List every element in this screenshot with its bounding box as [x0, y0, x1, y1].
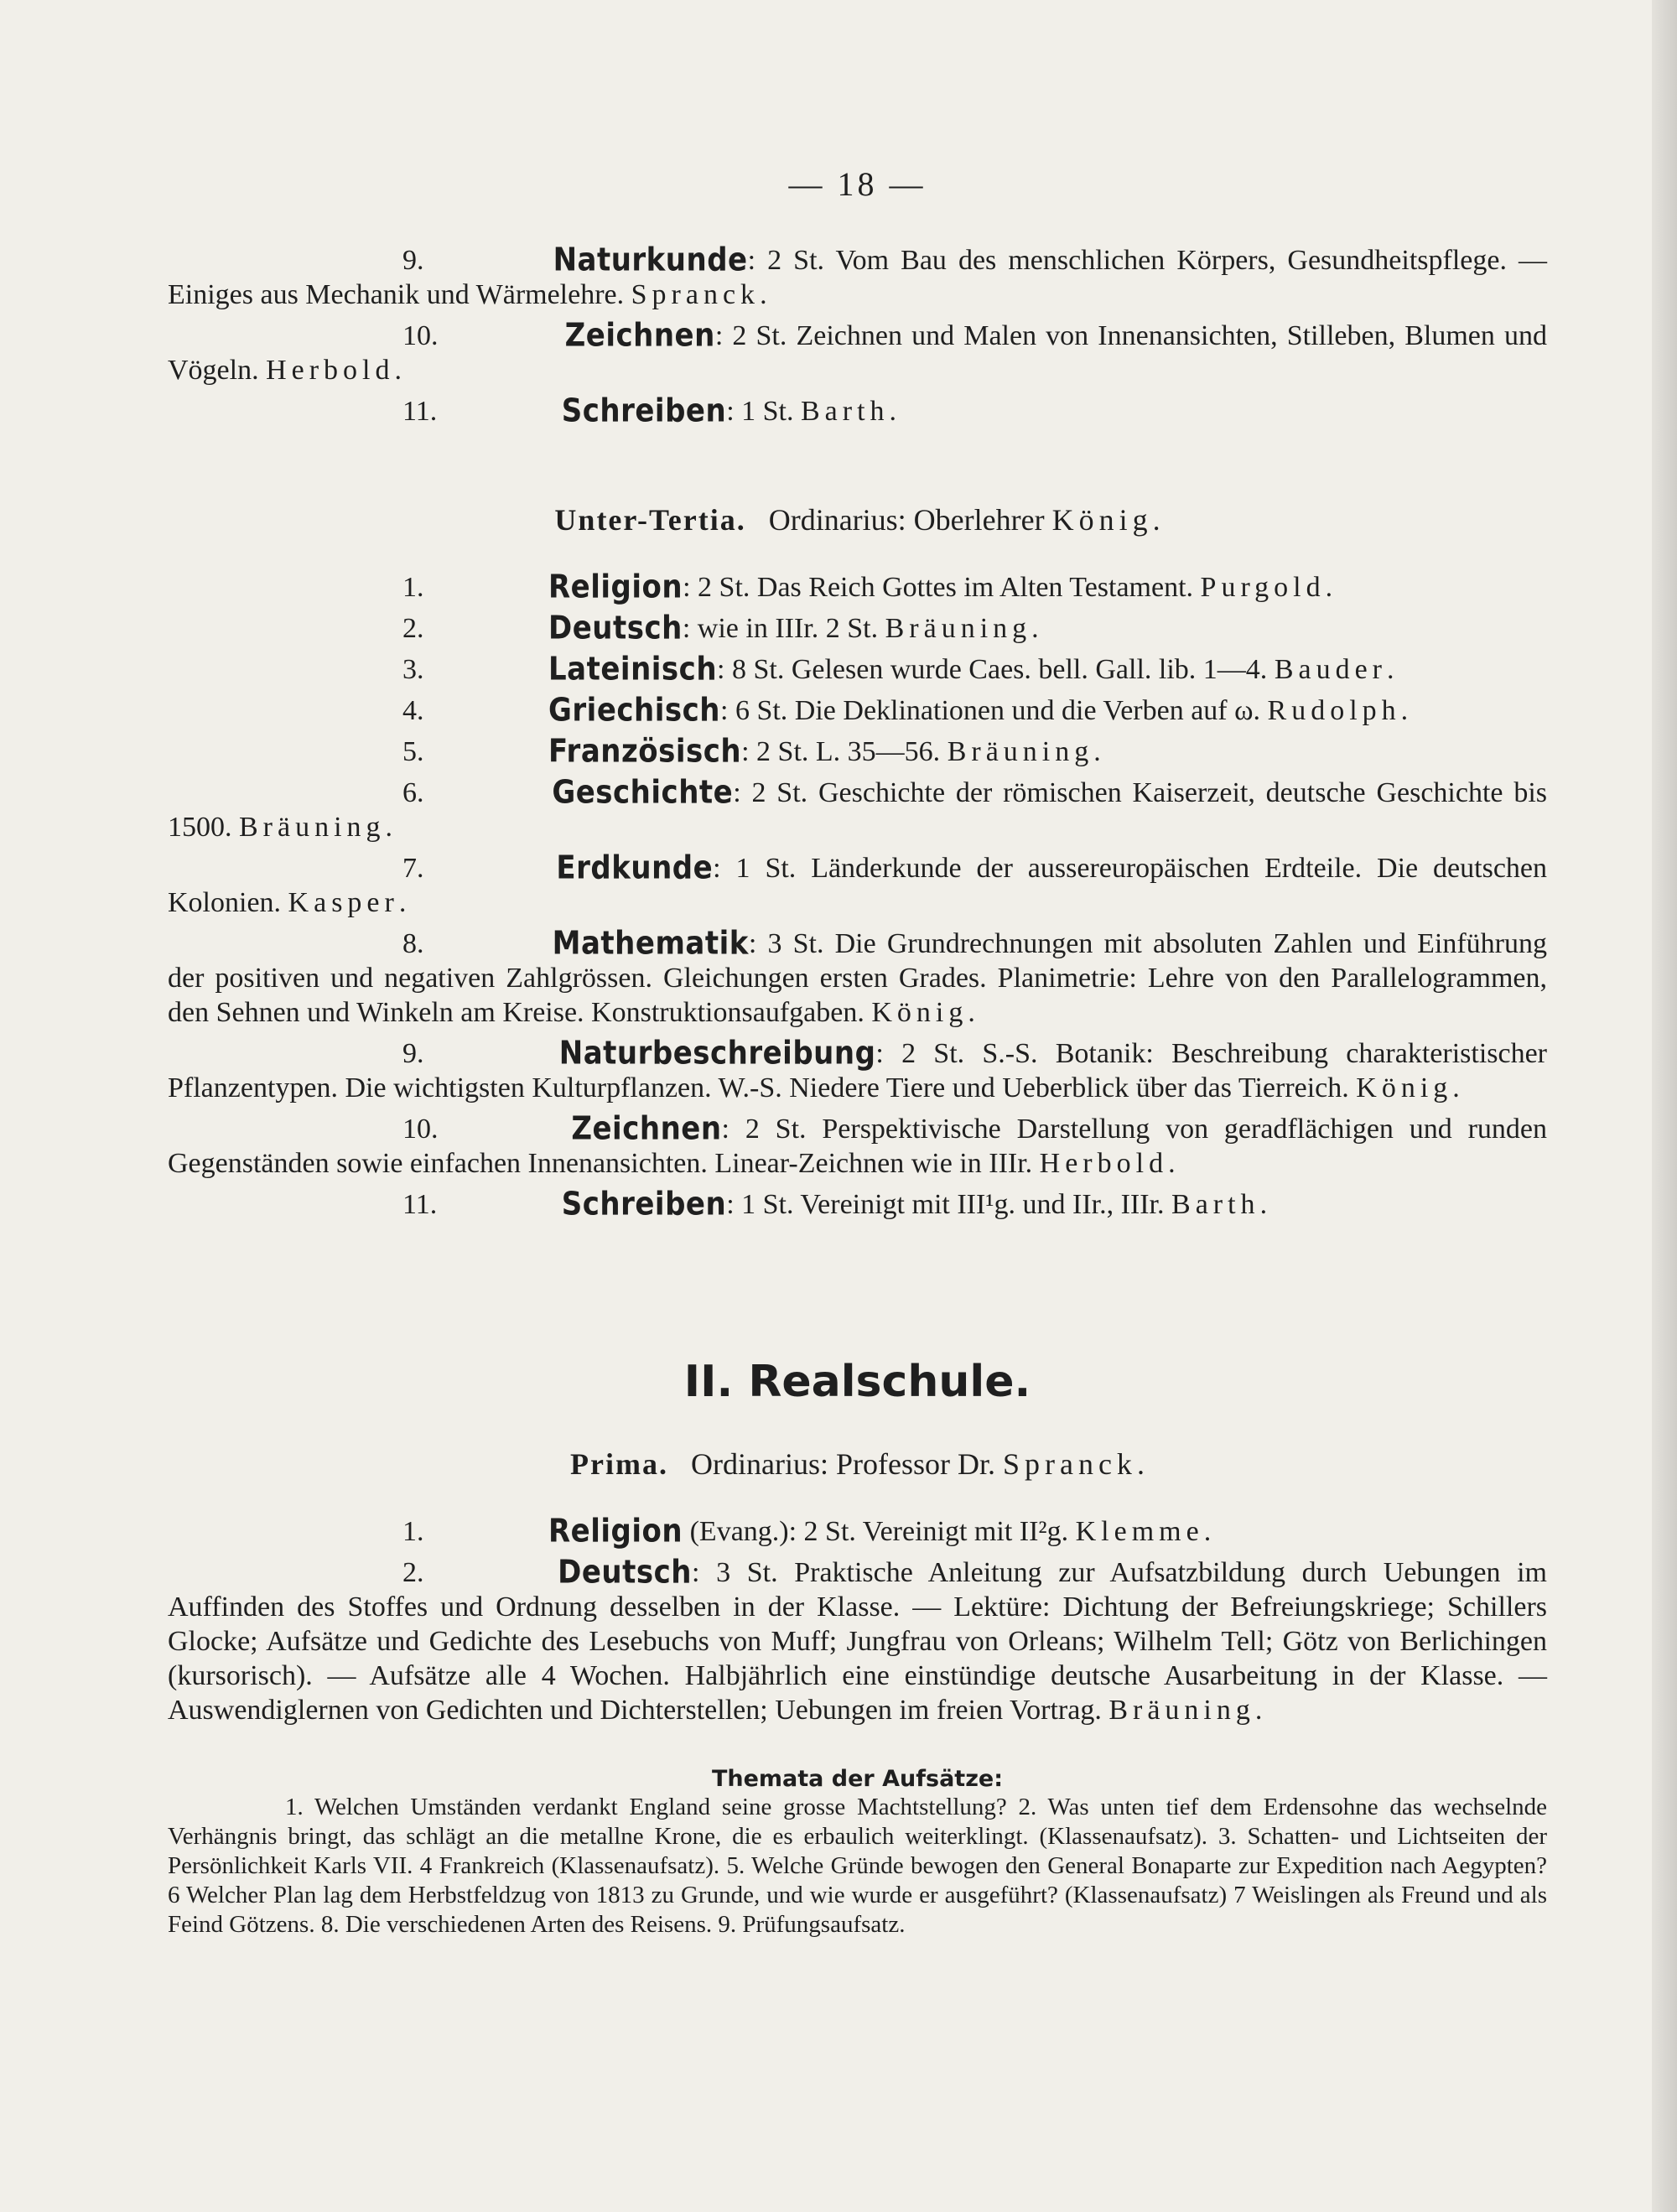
subject-name: Geschichte — [552, 773, 734, 812]
entry-number: 10. — [402, 320, 439, 351]
entry-b-0 — [168, 570, 1547, 605]
entry-b-5 — [168, 773, 1547, 844]
entry-number: 9. — [402, 245, 424, 276]
entry-number: 1. — [402, 572, 424, 603]
ordinarius-text: Ordinarius: Professor Dr. — [691, 1447, 1003, 1481]
teacher-name: Barth — [1171, 1189, 1260, 1220]
entry-c-0 — [168, 1514, 1547, 1549]
block-b — [168, 570, 1547, 1228]
entry-number: 7. — [402, 853, 424, 884]
subject-name: Religion — [548, 1512, 683, 1550]
entry-text: : wie in IIIr. 2 St. — [682, 613, 885, 644]
entry-tail: . — [1203, 1516, 1212, 1547]
teacher-name: Bräuning — [239, 812, 386, 843]
entry-number: 10. — [402, 1114, 439, 1145]
class-name: Prima. — [570, 1447, 669, 1481]
entry-b-9 — [168, 1109, 1547, 1181]
subject-name: Lateinisch — [548, 650, 718, 688]
subject-name: Schreiben — [561, 392, 727, 430]
entry-number: 9. — [402, 1038, 424, 1069]
entry-text: : 2 St. Zeichnen und Malen von Innenansichten, Stilleben, Blumen und Vögeln. — [168, 320, 1548, 386]
entry-text: : 2 St. Geschichte der römischen Kaiserzeit, deutsche Geschichte bis 1500. — [168, 777, 1547, 843]
themata-text: 1. Welchen Umständen verdankt England seine grosse Machtstellung? 2. Was unten tief dem Erdensohne das wechselnde Verhängnis bringt, das schlägt an die metallne Krone, die es erbaulich weiterklingt. (Klassenaufsatz). 3. Schatten- und Lichtseiten der Persönlichkeit Karls VII. 4 Frankreich (Klassenaufsatz). 5. Welche Gründe bewogen den General Bonaparte zur Expedition nach Aegypten? 6 Welcher Plan lag dem Herbstfeldzug von 1813 zu Grunde, und wie wurde er ausgeführt? (Klassenaufsatz) 7 Weislingen als Freund und als Feind Götzens. 8. Die verschiedenen Arten des Reisens. 9. Prüfungsaufsatz. — [168, 1794, 1547, 1938]
document-page — [168, 0, 1547, 2212]
entry-text: : 2 St. L. 35—56. — [741, 736, 948, 767]
entry-b-3 — [168, 693, 1547, 728]
entry-number: 2. — [402, 1557, 424, 1588]
entry-tail: . — [1259, 1189, 1268, 1220]
entry-b-10 — [168, 1187, 1547, 1222]
entry-number: 5. — [402, 736, 424, 767]
entry-tail: . — [1325, 572, 1333, 603]
entry-number: 1. — [402, 1516, 424, 1547]
entry-tail: . — [1452, 1072, 1460, 1103]
entry-text: : 3 St. Die Grundrechnungen mit absoluten Zahlen und Einführung der positiven und negativen Zahlgrössen. Gleichungen ersten Grades. Planimetrie: Lehre von den Parallelogrammen, den Sehnen und Winkeln am Kreise. Konstruktionsaufgaben. — [168, 928, 1547, 1028]
class-name: Unter-Tertia. — [554, 503, 746, 537]
subject-name: Deutsch — [548, 609, 683, 647]
unter-tertia-heading — [168, 501, 1547, 538]
subject-name: Griechisch — [548, 691, 720, 730]
entry-c-1 — [168, 1555, 1547, 1727]
ordinarius-tail: . — [1136, 1447, 1145, 1481]
block-a — [168, 243, 1547, 435]
teacher-name: Bräuning — [885, 613, 1032, 644]
subject-name: Naturkunde — [553, 241, 748, 279]
entry-number: 2. — [402, 613, 424, 644]
page-number: — 18 — — [788, 165, 927, 203]
entry-tail: . — [760, 279, 767, 310]
teacher-name: König — [1356, 1072, 1453, 1103]
entry-text: : 6 St. Die Deklinationen und die Verben auf ω. — [720, 695, 1268, 726]
entry-tail: . — [1387, 654, 1394, 685]
entry-text: : 2 St. Das Reich Gottes im Alten Testament. — [683, 572, 1201, 603]
entry-text: : 2 St. Vom Bau des menschlichen Körpers, Gesundheitspflege. — Einiges aus Mechanik und Wärmelehre. — [168, 245, 1548, 310]
entry-a-2 — [168, 394, 1547, 428]
entry-text: : 2 St. Perspektivische Darstellung von geradflächigen und runden Gegenständen sowie einfachen Innenansichten. Linear-Zeichnen wie in IIIr. — [168, 1114, 1547, 1179]
ordinarius-name: Spranck — [1002, 1447, 1137, 1481]
teacher-name: Herbold — [1039, 1148, 1169, 1179]
ordinarius-text: Ordinarius: Oberlehrer — [768, 503, 1052, 537]
teacher-name: Klemme — [1075, 1516, 1204, 1547]
entry-b-4 — [168, 732, 1547, 771]
entry-b-1 — [168, 611, 1547, 646]
entry-tail: . — [394, 355, 402, 386]
entry-number: 4. — [402, 695, 424, 726]
subject-name: Französisch — [548, 732, 742, 771]
entry-tail: . — [385, 812, 393, 843]
entry-tail: . — [1168, 1148, 1176, 1179]
entry-b-2 — [168, 652, 1547, 687]
entry-text: (Evang.): 2 St. Vereinigt mit II²g. — [683, 1516, 1076, 1547]
page-edge-shadow — [1652, 0, 1677, 2212]
entry-number: 11. — [402, 1189, 438, 1220]
teacher-name: Bräuning — [947, 736, 1094, 767]
entry-tail: . — [968, 997, 975, 1028]
subject-name: Deutsch — [558, 1553, 692, 1591]
prima-heading — [168, 1446, 1547, 1482]
ordinarius-tail: . — [1152, 503, 1160, 537]
entry-text: : 1 St. Länderkunde der aussereuropäischen Erdteile. Die deutschen Kolonien. — [168, 853, 1548, 918]
themata-heading: Themata der Aufsätze: — [711, 1766, 1004, 1792]
teacher-name: Herbold — [266, 355, 395, 386]
entry-tail: . — [1254, 1695, 1263, 1726]
entry-text: : 3 St. Praktische Anleitung zur Aufsatzbildung durch Uebungen im Auffinden des Stoffes und Ordnung desselben in der Klasse. — Lektüre: Dichtung der Befreiungskriege; Schillers Glocke; Aufsätze und Gedichte des Lesebuchs von Muff; Jungfrau von Orleans; Wilhelm Tell; Götz von Berlichingen (kursorisch). — Aufsätze alle 4 Wochen. Halbjährlich eine einstündige deutsche Ausarbeitung in der Klasse. — Auswendiglernen von Gedichten und Dichterstellen; Uebungen im freien Vortrag. — [168, 1557, 1547, 1726]
teacher-name: Spranck — [631, 279, 761, 310]
entry-b-6 — [168, 851, 1547, 920]
subject-name: Erdkunde — [556, 849, 714, 887]
subject-name: Religion — [548, 568, 683, 606]
entry-tail: . — [1031, 613, 1039, 644]
ordinarius-name: König — [1051, 503, 1153, 537]
subject-name: Mathematik — [552, 924, 749, 963]
subject-name: Schreiben — [561, 1185, 727, 1223]
subject-name: Zeichnen — [571, 1109, 722, 1148]
teacher-name: Purgold — [1200, 572, 1326, 603]
teacher-name: Bräuning — [1108, 1695, 1255, 1726]
entry-tail: . — [398, 887, 407, 918]
realschule-title — [168, 1357, 1547, 1407]
entry-number: 11. — [402, 396, 438, 427]
teacher-name: Rudolph — [1267, 695, 1401, 726]
entry-text: : 1 St. — [726, 396, 801, 427]
entry-text: : 1 St. Vereinigt mit III¹g. und IIr., IIIr. — [726, 1189, 1172, 1220]
block-c — [168, 1514, 1547, 1734]
section-title: II. Realschule. — [683, 1357, 1031, 1407]
entry-a-0 — [168, 243, 1547, 312]
entry-text: : 8 St. Gelesen wurde Caes. bell. Gall. lib. 1—4. — [717, 654, 1275, 685]
teacher-name: König — [871, 997, 968, 1028]
teacher-name: Bauder — [1274, 654, 1387, 685]
teacher-name: Kasper — [288, 887, 399, 918]
entry-tail: . — [1093, 736, 1101, 767]
subject-name: Zeichnen — [564, 316, 715, 355]
entry-tail: . — [889, 396, 897, 427]
entry-number: 8. — [402, 928, 424, 959]
entry-b-8 — [168, 1036, 1547, 1105]
entry-text: : 2 St. S.-S. Botanik: Beschreibung charakteristischer Pflanzentypen. Die wichtigsten Kulturpflanzen. W.-S. Niedere Tiere und Ueberblick über das Tierreich. — [168, 1038, 1548, 1103]
subject-name: Naturbeschreibung — [558, 1034, 876, 1072]
entry-number: 3. — [402, 654, 424, 685]
teacher-name: Barth — [801, 396, 890, 427]
entry-tail: . — [1400, 695, 1409, 726]
entry-number: 6. — [402, 777, 424, 808]
entry-b-7 — [168, 924, 1547, 1030]
entry-a-1 — [168, 316, 1548, 387]
themata-section — [168, 1766, 1547, 1939]
